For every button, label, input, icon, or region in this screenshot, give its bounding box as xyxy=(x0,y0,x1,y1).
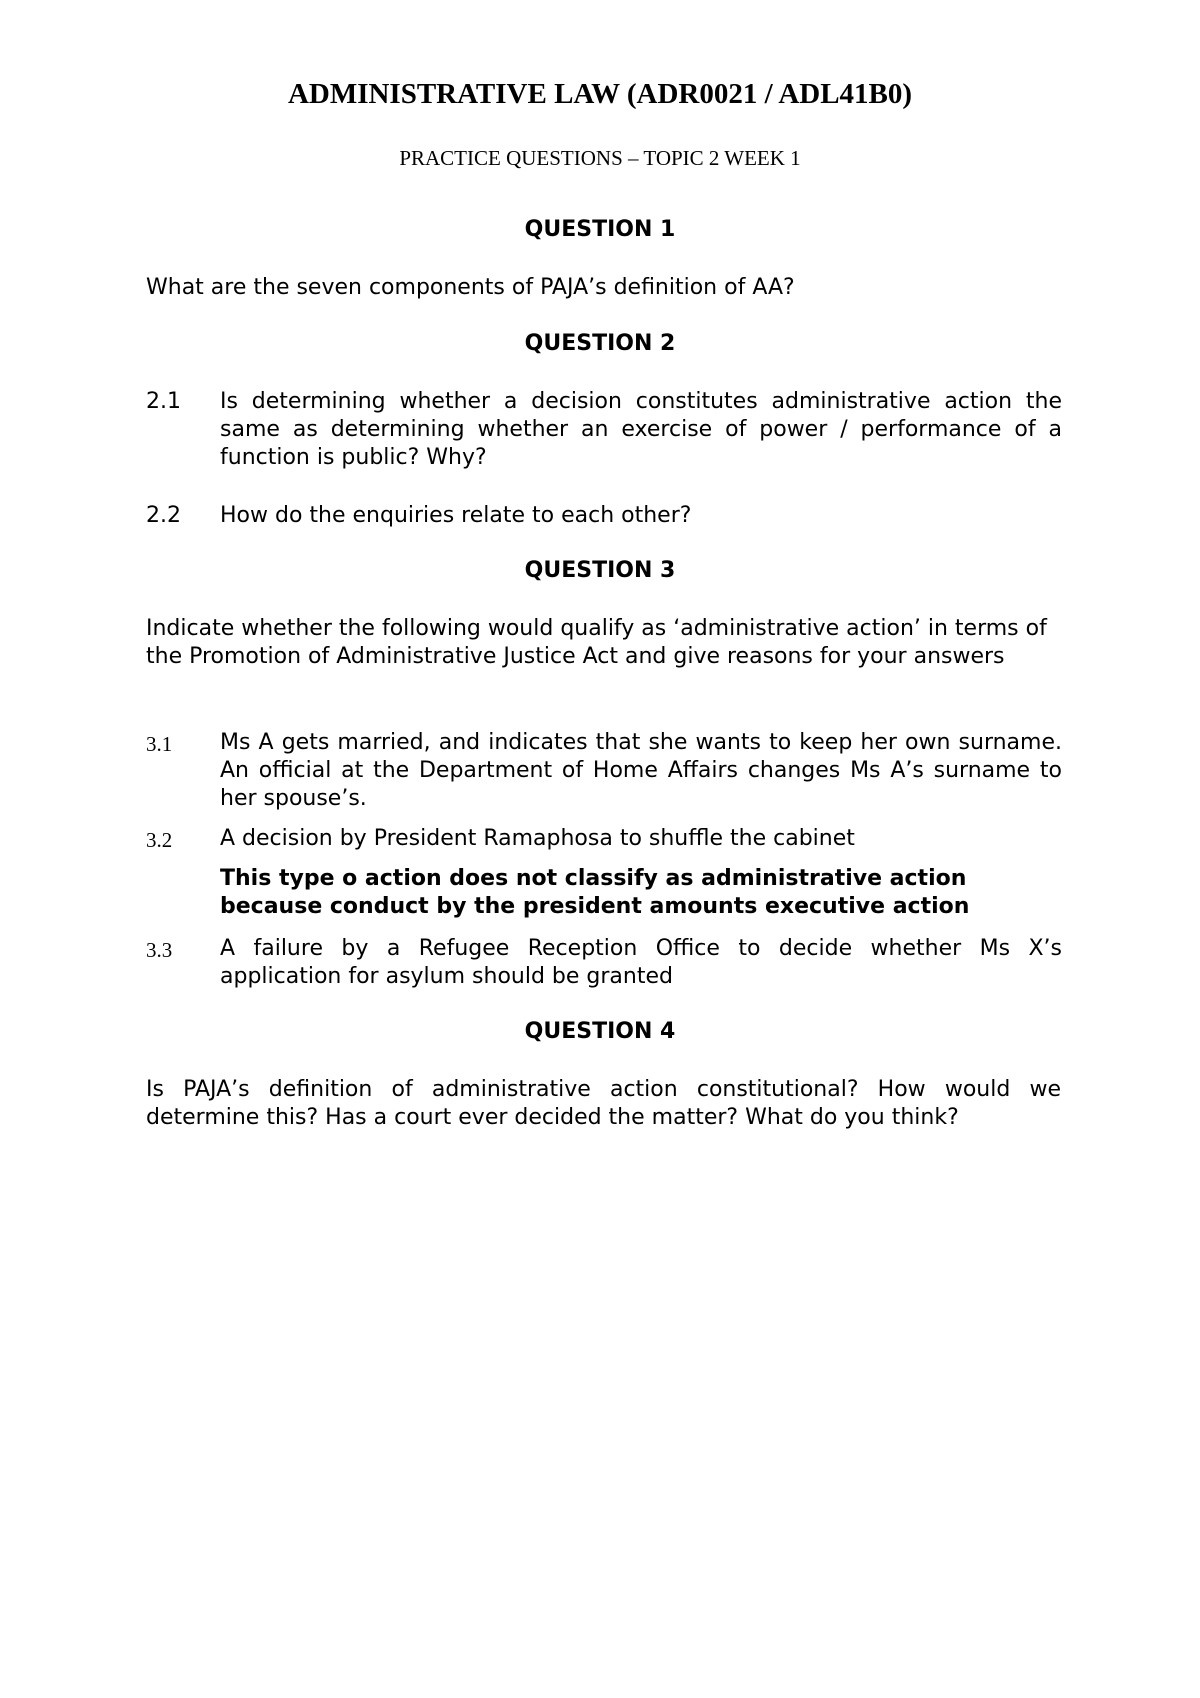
document-subtitle: PRACTICE QUESTIONS – TOPIC 2 WEEK 1 xyxy=(399,146,801,170)
question-2-heading: QUESTION 2 xyxy=(524,331,676,356)
document-title: ADMINISTRATIVE LAW (ADR0021 / ADL41B0) xyxy=(287,78,913,110)
question-1-heading: QUESTION 1 xyxy=(524,217,676,242)
question-3-3-text: A failure by a Refugee Reception Office to decide whether Ms X’s application for asylum should be granted xyxy=(220,936,1062,989)
question-3-2-answer: This type o action does not classify as administrative action because conduct by the president amounts executive action xyxy=(220,866,970,919)
question-3-3-number: 3.3 xyxy=(146,938,173,962)
question-4-text: Is PAJA’s definition of administrative action constitutional? How would we determine this? Has a court ever decided the matter? What do you think? xyxy=(146,1077,1061,1130)
question-1-text: What are the seven components of PAJA’s definition of AA? xyxy=(146,275,795,300)
question-2-2-text: How do the enquiries relate to each other? xyxy=(220,503,692,528)
question-2-1-text: Is determining whether a decision constitutes administrative action the same as determining whether an exercise of power / performance of a function is public? Why? xyxy=(220,389,1062,470)
question-4-heading: QUESTION 4 xyxy=(524,1019,676,1044)
question-3-1-number: 3.1 xyxy=(146,732,173,756)
question-2-2-number: 2.2 xyxy=(146,503,181,528)
question-3-1-text: Ms A gets married, and indicates that she wants to keep her own surname. An official at the Department of Home Affairs changes Ms A’s surname to her spouse’s. xyxy=(220,730,1062,811)
question-3-2-number: 3.2 xyxy=(146,828,173,852)
question-3-intro: Indicate whether the following would qualify as ‘administrative action’ in terms of the Promotion of Administrative Justice Act and give reasons for your answers xyxy=(146,616,1047,669)
question-3-heading: QUESTION 3 xyxy=(524,558,676,583)
question-2-1-number: 2.1 xyxy=(146,389,181,414)
question-3-2-text: A decision by President Ramaphosa to shuffle the cabinet xyxy=(220,826,855,851)
